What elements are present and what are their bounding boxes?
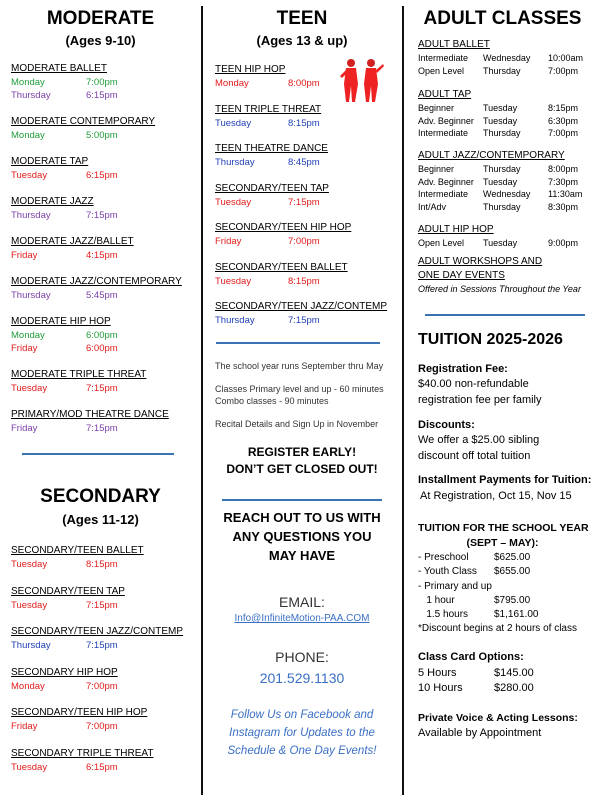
discounts-line1: We offer a $25.00 sibling: [418, 434, 540, 446]
adult-time: 6:30pm: [548, 115, 579, 126]
class-name: MODERATE JAZZ/CONTEMPORARY: [11, 276, 182, 287]
private-lessons-text: Available by Appointment: [418, 727, 542, 739]
class-name: SECONDARY/TEEN TAP: [11, 585, 125, 597]
class-time: 7:15pm: [288, 196, 320, 208]
class-time: 6:15pm: [86, 90, 118, 101]
adult-class-row: [418, 66, 598, 78]
class-time: 7:15pm: [86, 423, 118, 434]
class-day: Friday: [215, 236, 242, 247]
class-time-row: [11, 721, 191, 733]
adult-day: Tuesday: [483, 176, 518, 187]
class-time: 7:15pm: [86, 383, 118, 394]
adult-class-name: ADULT HIP HOP: [418, 224, 494, 235]
section-divider: [425, 314, 585, 316]
class-time: 6:00pm: [86, 330, 118, 341]
class-time: 7:00pm: [86, 77, 118, 88]
class-card-price: $145.00: [494, 667, 534, 679]
class-time-row: [11, 681, 191, 693]
registration-fee-line1: $40.00 non-refundable: [418, 378, 529, 390]
adult-title: ADULT CLASSES: [423, 8, 582, 29]
adult-class-row: [418, 116, 598, 128]
class-time-row: [11, 77, 191, 89]
tuition-item: 1.5 hours: [418, 609, 469, 621]
adult-time: 7:30pm: [548, 176, 579, 187]
adult-workshops-line1: ADULT WORKSHOPS AND: [418, 256, 543, 267]
follow-line3: Schedule & One Day Events!: [227, 745, 377, 757]
class-time: 6:15pm: [86, 170, 118, 181]
register-early-line2: DON’T GET CLOSED OUT!: [226, 462, 378, 476]
class-name: MODERATE JAZZ: [11, 196, 94, 207]
class-time: 6:00pm: [86, 343, 118, 354]
class-name: SECONDARY/TEEN HIP HOP: [11, 707, 148, 718]
installment-dates: At Registration, Oct 15, Nov 15: [420, 490, 572, 502]
class-time: 8:45pm: [288, 157, 320, 168]
class-name: MODERATE HIP HOP: [11, 316, 111, 327]
class-day: Tuesday: [11, 559, 48, 570]
class-name: TEEN HIP HOP: [215, 64, 286, 75]
class-time: 7:15pm: [86, 640, 118, 651]
class-time-row: [215, 236, 395, 248]
class-time-row: [11, 290, 191, 302]
adult-level: Open Level: [418, 65, 465, 76]
teen-subtitle: (Ages 13 & up): [256, 33, 348, 48]
class-name: SECONDARY/TEEN JAZZ/CONTEMP: [215, 301, 388, 312]
adult-time: 9:00pm: [548, 238, 579, 248]
class-time: 5:45pm: [86, 290, 118, 301]
adult-class-row: [418, 103, 598, 115]
teen-title: TEEN: [276, 8, 328, 29]
reach-out-line3: MAY HAVE: [268, 548, 336, 563]
adult-column: [405, 0, 600, 801]
adult-class-row: [418, 177, 598, 189]
secondary-title: SECONDARY: [40, 486, 161, 507]
tuition-row: [418, 581, 598, 594]
class-day: Monday: [11, 130, 45, 141]
class-day: Thursday: [215, 315, 255, 326]
adult-class-row: [418, 238, 598, 250]
school-year-heading: TUITION FOR THE SCHOOL YEAR: [418, 522, 589, 534]
class-card-hours: 5 Hours: [418, 667, 457, 679]
class-day: Monday: [11, 330, 45, 341]
class-day: Friday: [11, 721, 38, 732]
class-name: MODERATE BALLET: [11, 63, 107, 74]
adult-day: Tuesday: [483, 115, 518, 126]
class-name: SECONDARY/TEEN JAZZ/CONTEMP: [11, 626, 184, 637]
class-time-row: [215, 78, 395, 90]
tuition-item: 1 hour: [418, 594, 455, 606]
adult-day: Tuesday: [483, 238, 518, 248]
tuition-title: TUITION 2025-2026: [418, 331, 563, 348]
class-day: Tuesday: [215, 275, 252, 287]
adult-day: Thursday: [483, 128, 521, 139]
column-divider-left: [201, 6, 203, 795]
tuition-item: - Primary and up: [418, 580, 492, 592]
class-time-row: [11, 423, 191, 435]
phone-label: PHONE:: [275, 649, 329, 665]
reach-out-line2: ANY QUESTIONS YOU: [232, 529, 372, 544]
moderate-title: MODERATE: [46, 8, 155, 29]
class-time-row: [11, 343, 191, 355]
info-school-year: The school year runs September thru May: [215, 361, 384, 371]
class-name: MODERATE JAZZ/BALLET: [11, 236, 134, 247]
adult-time: 11:30am: [548, 189, 583, 200]
adult-level: Beginner: [418, 103, 455, 113]
section-divider: [216, 342, 380, 344]
secondary-subtitle: (Ages 11-12): [62, 512, 139, 527]
email-label: EMAIL:: [279, 594, 325, 610]
reach-out-line1: REACH OUT TO US WITH: [223, 510, 381, 525]
class-time-row: [215, 276, 395, 288]
adult-class-name: ADULT BALLET: [418, 39, 490, 50]
adult-level: Beginner: [418, 164, 455, 174]
info-combo-length: Combo classes - 90 minutes: [215, 396, 329, 406]
class-day: Tuesday: [215, 117, 252, 129]
class-name: SECONDARY/TEEN TAP: [215, 182, 329, 194]
tuition-price: $625.00: [494, 552, 531, 563]
adult-time: 8:15pm: [548, 103, 579, 113]
section-divider: [22, 453, 174, 455]
class-name: MODERATE TRIPLE THREAT: [11, 369, 147, 380]
tuition-price: $655.00: [494, 566, 531, 578]
class-time-row: [215, 197, 395, 209]
class-time: 7:15pm: [288, 315, 320, 326]
class-name: SECONDARY TRIPLE THREAT: [11, 747, 154, 759]
adult-time: 10:00am: [548, 53, 584, 63]
adult-time: 7:00pm: [548, 65, 579, 76]
adult-time: 8:00pm: [548, 164, 579, 174]
class-time: 8:15pm: [288, 117, 320, 129]
class-time-row: [11, 90, 191, 102]
adult-day: Thursday: [483, 65, 521, 76]
register-early-line1: REGISTER EARLY!: [247, 445, 357, 459]
tuition-item: - Preschool: [418, 552, 469, 563]
class-time: 8:15pm: [288, 275, 320, 287]
adult-level: Intermediate: [418, 189, 469, 200]
class-day: Friday: [11, 250, 38, 261]
class-time-row: [11, 383, 191, 395]
email-link[interactable]: Info@InfiniteMotion-PAA.COM: [234, 613, 370, 624]
class-day: Thursday: [215, 157, 255, 168]
class-time: 7:15pm: [86, 210, 118, 221]
class-time-row: [215, 157, 395, 169]
class-name: MODERATE TAP: [11, 156, 89, 167]
adult-level: Intermediate: [418, 128, 469, 139]
adult-day: Thursday: [483, 202, 521, 213]
class-day: Friday: [11, 423, 38, 434]
class-time-row: [11, 170, 191, 182]
class-name: SECONDARY/TEEN HIP HOP: [215, 222, 352, 233]
class-day: Friday: [11, 343, 38, 354]
class-name: TEEN THEATRE DANCE: [215, 143, 328, 154]
class-time: 8:00pm: [288, 78, 320, 89]
adult-class-name: ADULT JAZZ/CONTEMPORARY: [418, 150, 565, 161]
adult-class-row: [418, 202, 598, 214]
registration-fee-heading: Registration Fee:: [418, 363, 508, 375]
phone-number[interactable]: 201.529.1130: [259, 670, 345, 686]
adult-time: 8:30pm: [548, 202, 579, 213]
class-day: Tuesday: [11, 383, 48, 394]
class-time: 6:15pm: [86, 761, 118, 773]
tuition-row: [418, 552, 598, 565]
moderate-subtitle: (Ages 9-10): [65, 33, 136, 48]
tuition-price: $795.00: [494, 594, 531, 606]
tuition-price: $1,161.00: [494, 609, 539, 621]
class-day: Monday: [11, 680, 45, 692]
adult-class-row: [418, 128, 598, 140]
adult-class-row: [418, 53, 598, 65]
class-day: Thursday: [11, 210, 51, 221]
class-card-price: $280.00: [494, 682, 534, 694]
class-time-row: [215, 315, 395, 327]
school-year-note: *Discount begins at 2 hours of class: [418, 623, 577, 634]
class-name: PRIMARY/MOD THEATRE DANCE: [11, 409, 169, 420]
class-time-row: [11, 210, 191, 222]
class-name: SECONDARY HIP HOP: [11, 666, 118, 678]
class-time: 8:15pm: [86, 559, 118, 570]
adult-day: Thursday: [483, 164, 521, 174]
class-time: 5:00pm: [86, 130, 118, 141]
info-recital: Recital Details and Sign Up in November: [215, 419, 379, 429]
tuition-row: [418, 595, 598, 608]
tuition-row: [418, 566, 598, 579]
class-day: Monday: [215, 78, 249, 89]
class-card-hours: 10 Hours: [418, 682, 463, 694]
adult-class-row: [418, 189, 598, 201]
adult-workshops-note: Offered in Sessions Throughout the Year: [418, 284, 581, 294]
class-day: Thursday: [11, 640, 51, 651]
adult-level: Intermediate: [418, 53, 469, 63]
adult-class-name: ADULT TAP: [418, 89, 472, 100]
adult-time: 7:00pm: [548, 128, 579, 139]
class-name: TEEN TRIPLE THREAT: [215, 103, 322, 115]
class-time-row: [11, 330, 191, 342]
adult-level: Adv. Beginner: [418, 176, 474, 187]
class-name: SECONDARY/TEEN BALLET: [11, 545, 144, 556]
adult-level: Int/Adv: [418, 202, 447, 213]
class-day: Thursday: [11, 90, 51, 101]
class-time-row: [215, 118, 395, 130]
follow-line2: Instagram for Updates to the: [229, 727, 375, 739]
class-time: 7:00pm: [86, 721, 118, 732]
adult-day: Wednesday: [483, 189, 531, 200]
installment-heading: Installment Payments for Tuition:: [418, 474, 592, 486]
class-time: 7:00pm: [86, 680, 118, 692]
discounts-line2: discount off total tuition: [418, 450, 531, 462]
class-time: 7:00pm: [288, 236, 320, 247]
class-time-row: [11, 640, 191, 652]
class-card-row: [418, 667, 598, 681]
class-day: Tuesday: [11, 170, 48, 181]
class-day: Tuesday: [215, 196, 252, 208]
class-card-row: [418, 682, 598, 696]
class-day: Monday: [11, 77, 45, 88]
discounts-heading: Discounts:: [418, 419, 475, 431]
adult-level: Open Level: [418, 238, 465, 248]
class-time-row: [11, 559, 191, 571]
class-time-row: [11, 600, 191, 612]
column-divider-right: [402, 6, 404, 795]
tuition-row: [418, 609, 598, 622]
registration-fee-line2: registration fee per family: [418, 394, 542, 406]
adult-day: Tuesday: [483, 103, 518, 113]
class-name: MODERATE CONTEMPORARY: [11, 116, 156, 127]
adult-class-row: [418, 164, 598, 176]
class-day: Tuesday: [11, 599, 48, 611]
adult-day: Wednesday: [483, 53, 531, 63]
class-time: 4:15pm: [86, 250, 118, 261]
section-divider: [222, 499, 382, 501]
school-year-subheading: (SEPT – MAY):: [466, 537, 539, 549]
tuition-item: - Youth Class: [418, 566, 477, 578]
class-name: SECONDARY/TEEN BALLET: [215, 261, 348, 273]
teen-column: [204, 0, 400, 801]
class-time: 7:15pm: [86, 599, 118, 611]
info-class-length: Classes Primary level and up - 60 minutes: [215, 384, 384, 394]
class-time-row: [11, 250, 191, 262]
private-lessons-heading: Private Voice & Acting Lessons:: [418, 712, 578, 724]
follow-line1: Follow Us on Facebook and: [230, 709, 374, 721]
class-day: Thursday: [11, 290, 51, 301]
adult-workshops-line2: ONE DAY EVENTS: [418, 270, 505, 281]
class-day: Tuesday: [11, 761, 48, 773]
adult-level: Adv. Beginner: [418, 115, 474, 126]
class-card-heading: Class Card Options:: [418, 651, 524, 663]
class-time-row: [11, 762, 191, 774]
moderate-column: [0, 0, 201, 801]
class-time-row: [11, 130, 191, 142]
